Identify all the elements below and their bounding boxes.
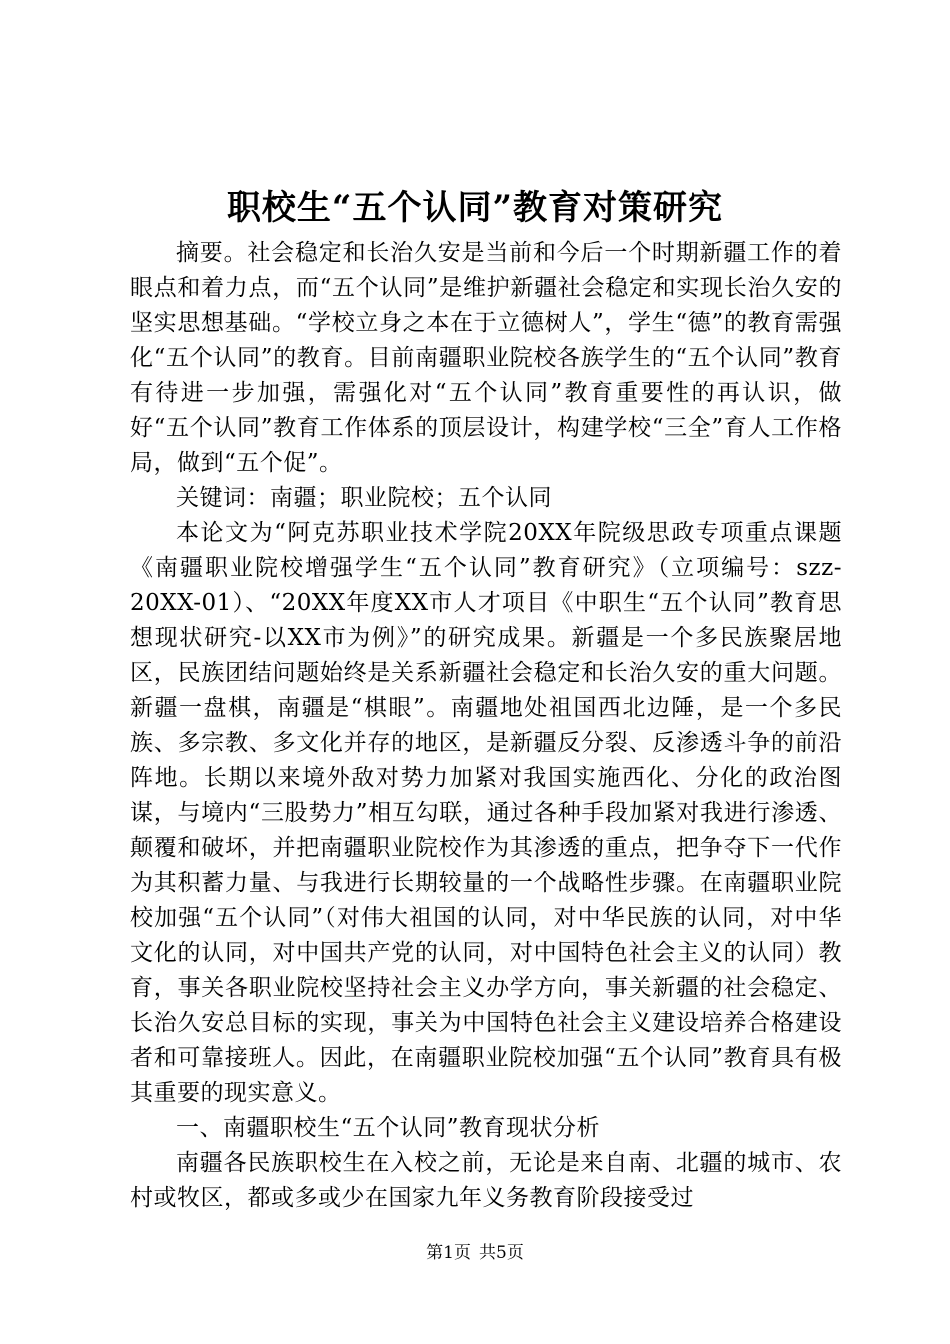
page-footer [0,1238,950,1263]
abstract-paragraph: 摘要。社会稳定和长治久安是当前和今后一个时期新疆工作的着眼点和着力点，而“五个认同”是维护新疆社会稳定和实现长治久安的坚实思想基础。“学校立身之本在于立德树人”，学生“德”的教育需强化“五个认同”的教育。目前南疆职业院校各族学生的“五个认同”教育有待进一步加强，需强化对“五个认同”教育重要性的再认识，做好“五个认同”教育工作体系的顶层设计，构建学校“三全”育人工作格局，做到“五个促”。 [130,240,842,476]
section-heading: 一、南疆职校生“五个认同”教育现状分析 [176,1115,601,1141]
page-number: 第1页 [426,1243,471,1263]
section-paragraph: 南疆各民族职校生在入校之前，无论是来自南、北疆的城市、农村或牧区，都或多或少在国家九年义务教育阶段接受过 [130,1150,842,1211]
page-total: 共5页 [479,1243,524,1263]
document-body [130,236,842,1216]
document-title: 职校生“五个认同”教育对策研究 [226,188,724,228]
keywords-paragraph: 关键词：南疆；职业院校；五个认同 [176,485,552,511]
intro-paragraph: 本论文为“阿克苏职业技术学院20XX年院级思政专项重点课题《南疆职业院校增强学生“五个认同”教育研究》（立项编号：szz-20XX-01）、“20XX年度XX市人才项目《中职生“五个认同”教育思想现状研究-以XX市为例》”的研究成果。新疆是一个多民族聚居地区，民族团结问题始终是关系新疆社会稳定和长治久安的重大问题。新疆一盘棋，南疆是“棋眼”。南疆地处祖国西北边陲，是一个多民族、多宗教、多文化并存的地区，是新疆反分裂、反渗透斗争的前沿阵地。长期以来境外敌对势力加紧对我国实施西化、分化的政治图谋，与境内“三股势力”相互勾联，通过各种手段加紧对我进行渗透、颠覆和破坏，并把南疆职业院校作为其渗透的重点，把争夺下一代作为其积蓄力量、与我进行长期较量的一个战略性步骤。在南疆职业院校加强“五个认同”（对伟大祖国的认同，对中华民族的认同，对中华文化的认同，对中国共产党的认同，对中国特色社会主义的认同）教育，事关各职业院校坚持社会主义办学方向，事关新疆的社会稳定、长治久安总目标的实现，事关为中国特色社会主义建设培养合格建设者和可靠接班人。因此，在南疆职业院校加强“五个认同”教育具有极其重要的现实意义。 [130,520,842,1106]
